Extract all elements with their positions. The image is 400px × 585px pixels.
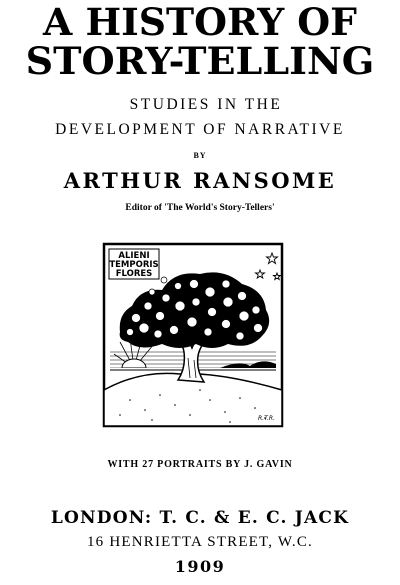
author-note: Editor of 'The World's Story-Tellers' xyxy=(125,203,275,213)
by-label: BY xyxy=(193,151,207,160)
illustrations-note: WITH 27 PORTRAITS BY J. GAVIN xyxy=(107,459,293,470)
motto-line-1: ALIENI xyxy=(118,251,150,261)
subtitle-line-2: DEVELOPMENT OF NARRATIVE xyxy=(55,121,345,138)
artist-signature: R.T.R. xyxy=(258,415,276,422)
publisher-address: 16 HENRIETTA STREET, W.C. xyxy=(86,534,314,550)
title-line-1: A HISTORY OF xyxy=(43,0,357,44)
title-line-2: STORY-TELLING xyxy=(25,39,375,83)
subtitle-line-1: STUDIES IN THE xyxy=(129,96,283,113)
author-name: ARTHUR RANSOME xyxy=(63,168,337,193)
tree-vignette-illustration xyxy=(100,240,286,430)
publisher-name: LONDON: T. C. & E. C. JACK xyxy=(50,508,350,528)
publication-year: 1909 xyxy=(174,557,226,576)
motto-line-3: FLORES xyxy=(115,269,153,279)
motto-line-2: TEMPORIS xyxy=(109,260,159,270)
